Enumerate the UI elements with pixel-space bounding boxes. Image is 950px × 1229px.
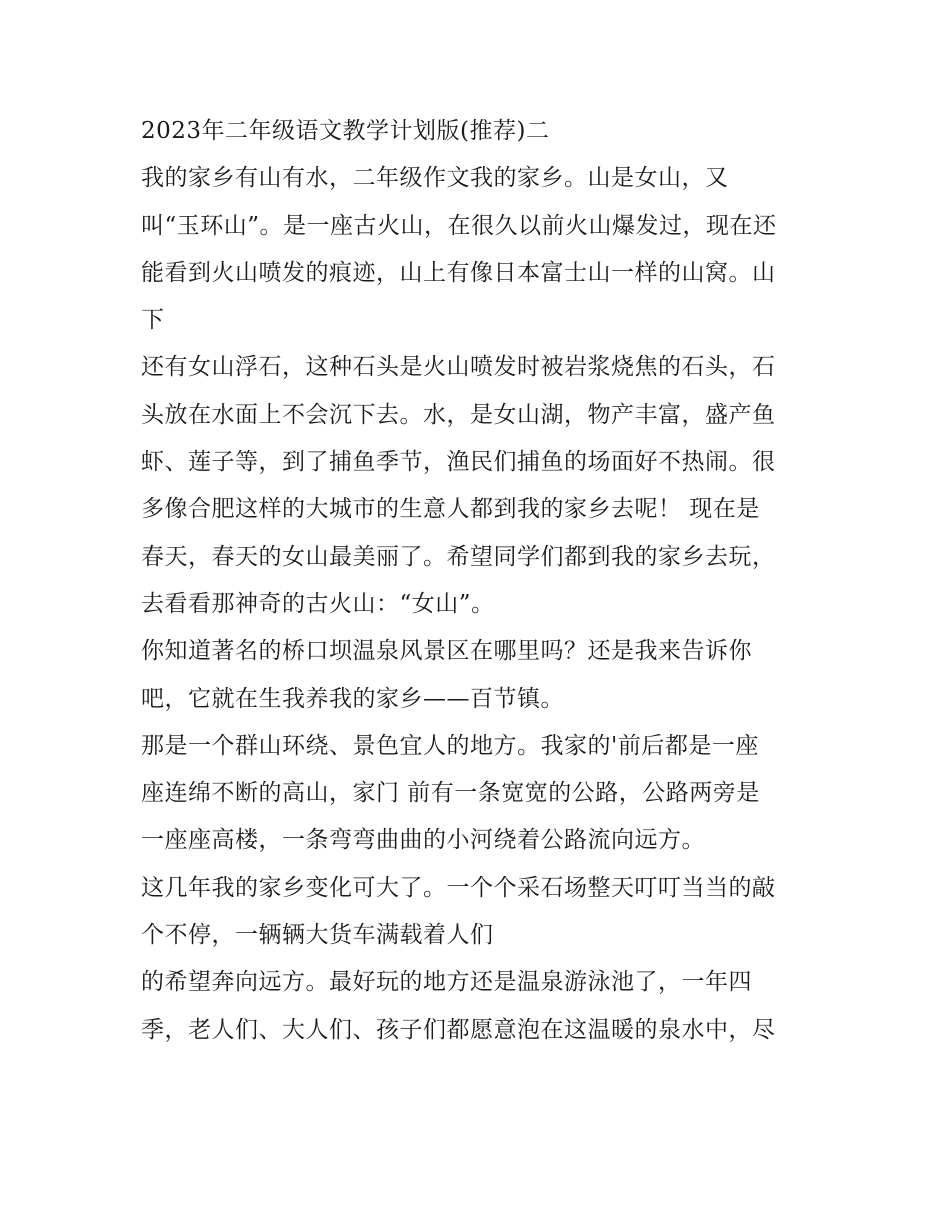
document-body xyxy=(141,108,821,1054)
text-line: 个不停，一辆辆大货车满载着人们 xyxy=(141,922,494,949)
document-title: 2023年二年级语文教学计划版(推荐)二 xyxy=(141,118,550,144)
text-line: 座连绵不断的高山，家门 前有一条宽宽的公路，公路两旁是 xyxy=(141,780,760,807)
text-line: 春天，春天的女山最美丽了。希望同学们都到我的家乡去玩， xyxy=(141,543,776,570)
text-line: 的希望奔向远方。最好玩的地方还是温泉游泳池了，一年四 xyxy=(141,969,752,996)
text-line: 能看到火山喷发的痕迹，山上有像日本富士山一样的山窝。山 xyxy=(141,259,776,286)
text-line: 吧，它就在生我养我的家乡——百节镇。 xyxy=(141,685,564,712)
text-line: 一座座高楼，一条弯弯曲曲的小河绕着公路流向远方。 xyxy=(141,827,705,854)
text-line: 那是一个群山环绕、景色宜人的地方。我家的'前后都是一座 xyxy=(141,732,759,759)
text-line: 我的家乡有山有水，二年级作文我的家乡。山是女山，又 xyxy=(141,165,729,192)
text-line: 虾、莲子等，到了捕鱼季节，渔民们捕鱼的场面好不热闹。很 xyxy=(141,449,776,476)
text-line: 叫“玉环山”。是一座古火山，在很久以前火山爆发过，现在还 xyxy=(141,212,777,239)
text-line: 这几年我的家乡变化可大了。一个个采石场整天叮叮当当的敲 xyxy=(141,874,776,901)
text-line: 去看看那神奇的古火山：“女山”。 xyxy=(141,590,495,617)
text-line: 下 xyxy=(141,307,165,334)
text-line: 多像合肥这样的大城市的生意人都到我的家乡去呢！ 现在是 xyxy=(141,496,760,523)
text-line: 头放在水面上不会沉下去。水，是女山湖，物产丰富，盛产鱼 xyxy=(141,401,776,428)
text-line: 还有女山浮石，这种石头是火山喷发时被岩浆烧焦的石头，石 xyxy=(141,354,776,381)
text-line: 你知道著名的桥口坝温泉风景区在哪里吗？还是我来告诉你 xyxy=(141,638,752,665)
text-line: 季，老人们、大人们、孩子们都愿意泡在这温暖的泉水中，尽 xyxy=(141,1016,776,1043)
